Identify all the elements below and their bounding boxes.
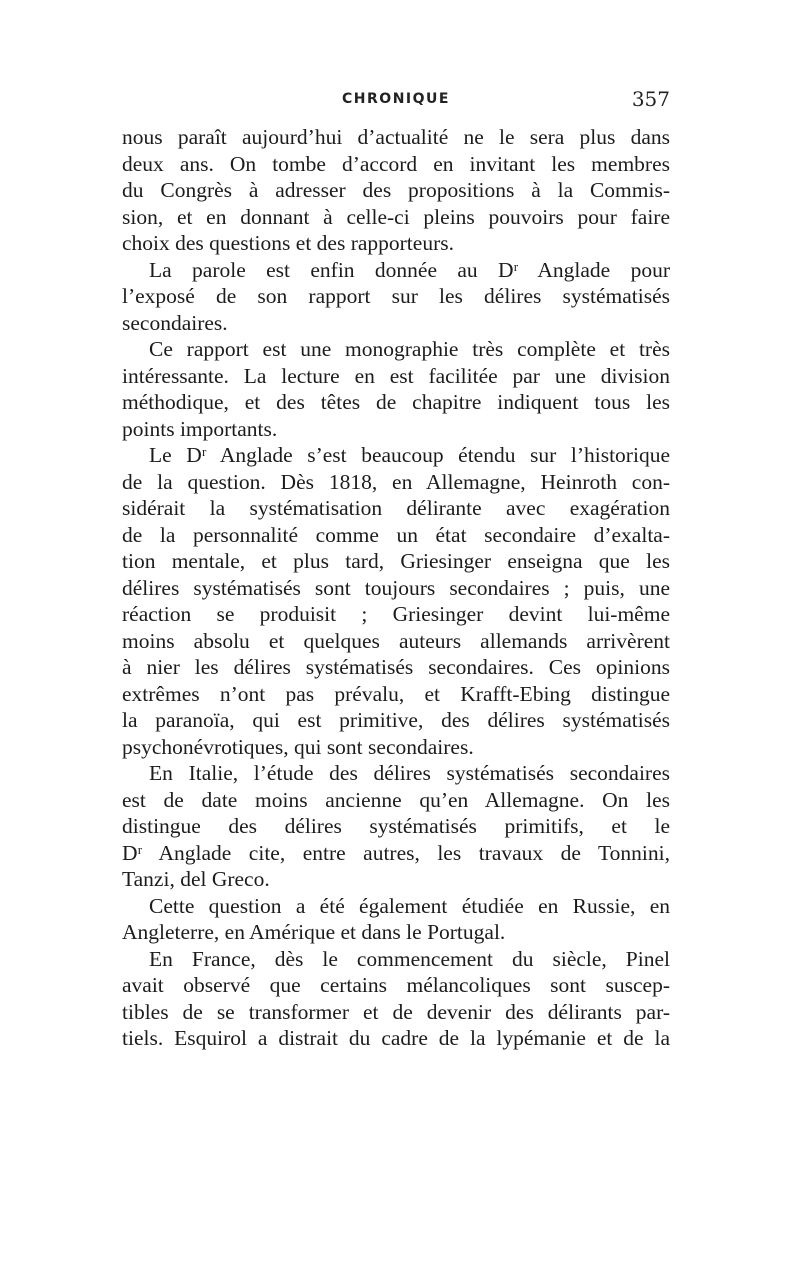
text-line: réaction se produisit ; Griesinger devint lui-même	[122, 602, 670, 626]
text-line: tion mentale, et plus tard, Griesinger enseigna que les	[122, 549, 670, 573]
text-line: Cette question a été également étudiée en Russie, en	[149, 893, 670, 918]
text-line: intéressante. La lecture en est facilitée par une division	[122, 363, 670, 388]
text-line: points importants.	[122, 416, 278, 441]
text-line: nous paraît aujourd’hui d’actualité ne le sera plus dans	[122, 125, 670, 149]
running-title: CHRONIQUE	[342, 91, 450, 107]
body-text	[122, 124, 670, 1052]
paragraph	[122, 760, 670, 893]
text-line: secondaires.	[122, 310, 228, 335]
text-line: En France, dès le commencement du siècle, Pinel	[149, 946, 670, 971]
text-line: est de date moins ancienne qu’en Allemagne. On les	[122, 787, 670, 812]
text-line: méthodique, et des têtes de chapitre indiquent tous les	[122, 390, 670, 414]
paragraph	[122, 442, 670, 760]
text-line: Dʳ Anglade cite, entre autres, les travaux de Tonnini,	[122, 840, 670, 865]
page-header	[122, 87, 670, 115]
text-line: sion, et en donnant à celle-ci pleins pouvoirs pour faire	[122, 204, 670, 229]
paragraph	[122, 893, 670, 946]
text-line: Ce rapport est une monographie très complète et très	[149, 337, 670, 361]
text-line: psychonévrotiques, qui sont secondaires.	[122, 734, 474, 759]
paragraph	[122, 124, 670, 257]
page-number: 357	[631, 87, 670, 111]
text-line: l’exposé de son rapport sur les délires systématisés	[122, 284, 670, 308]
text-line: sidérait la systématisation délirante avec exagération	[122, 496, 670, 520]
paragraph	[122, 336, 670, 442]
text-line: Tanzi, del Greco.	[122, 867, 270, 891]
text-line: du Congrès à adresser des propositions à la Commis-	[122, 178, 670, 202]
text-line: tiels. Esquirol a distrait du cadre de la lypémanie et de la	[122, 1026, 670, 1050]
text-line: délires systématisés sont toujours secondaires ; puis, une	[122, 575, 670, 600]
text-line: de la personnalité comme un état secondaire d’exalta-	[122, 522, 670, 547]
text-line: moins absolu et quelques auteurs allemands arrivèrent	[122, 628, 670, 653]
text-line: Le Dʳ Anglade s’est beaucoup étendu sur l’historique	[149, 443, 670, 467]
text-line: à nier les délires systématisés secondaires. Ces opinions	[122, 655, 670, 679]
text-line: avait observé que certains mélancoliques sont suscep-	[122, 973, 670, 997]
text-line: choix des questions et des rapporteurs.	[122, 231, 454, 255]
text-line: Angleterre, en Amérique et dans le Portugal.	[122, 920, 506, 944]
paragraph	[122, 257, 670, 337]
text-line: tibles de se transformer et de devenir des délirants par-	[122, 999, 670, 1024]
text-line: deux ans. On tombe d’accord en invitant les membres	[122, 151, 670, 176]
text-line: En Italie, l’étude des délires systématisés secondaires	[149, 761, 670, 785]
text-line: de la question. Dès 1818, en Allemagne, Heinroth con-	[122, 469, 670, 494]
text-line: distingue des délires systématisés primitifs, et le	[122, 814, 670, 838]
text-line: La parole est enfin donnée au Dʳ Anglade pour	[149, 257, 670, 282]
paragraph	[122, 946, 670, 1052]
text-line: extrêmes n’ont pas prévalu, et Krafft-Ebing distingue	[122, 681, 670, 706]
text-line: la paranoïa, qui est primitive, des délires systématisés	[122, 708, 670, 732]
